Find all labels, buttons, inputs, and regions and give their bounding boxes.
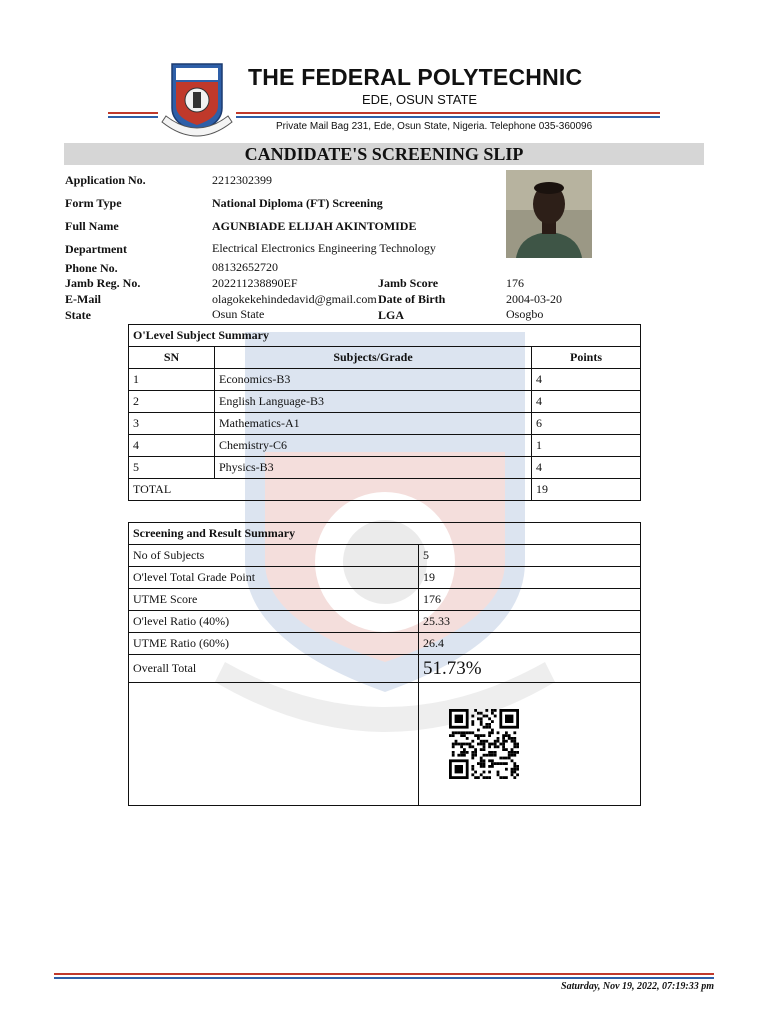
result-label: No of Subjects bbox=[129, 545, 419, 567]
header-rule-red-left bbox=[108, 112, 158, 114]
email-value: olagokekehindedavid@gmail.com bbox=[212, 292, 377, 306]
state-value: Osun State bbox=[212, 307, 265, 321]
table-row bbox=[129, 391, 641, 413]
total-label: TOTAL bbox=[129, 479, 532, 501]
row-sn: 4 bbox=[129, 435, 215, 457]
signature-area bbox=[129, 683, 419, 806]
email-label: E-Mail bbox=[65, 292, 101, 306]
department-label: Department bbox=[65, 242, 127, 256]
jamb-reg-label: Jamb Reg. No. bbox=[65, 276, 141, 290]
row-points: 4 bbox=[532, 457, 641, 479]
table-row bbox=[129, 413, 641, 435]
col-header-sn: SN bbox=[129, 347, 215, 369]
result-label: UTME Ratio (60%) bbox=[129, 633, 419, 655]
row-points: 4 bbox=[532, 369, 641, 391]
olevel-caption: O'Level Subject Summary bbox=[129, 325, 641, 347]
result-label: O'level Total Grade Point bbox=[129, 567, 419, 589]
col-header-subject: Subjects/Grade bbox=[215, 347, 532, 369]
candidate-photo bbox=[506, 170, 592, 258]
result-value: 176 bbox=[419, 589, 641, 611]
institution-location: EDE, OSUN STATE bbox=[362, 92, 478, 107]
row-subject: Physics-B3 bbox=[215, 457, 532, 479]
dob-value: 2004-03-20 bbox=[506, 292, 562, 306]
table-row bbox=[129, 457, 641, 479]
row-sn: 2 bbox=[129, 391, 215, 413]
header-rule-blue-right bbox=[236, 116, 660, 118]
table-row bbox=[129, 611, 641, 633]
olevel-table bbox=[128, 324, 641, 501]
phone-label: Phone No. bbox=[65, 261, 118, 275]
overall-row bbox=[129, 655, 641, 683]
qr-cell bbox=[419, 683, 641, 806]
lga-value: Osogbo bbox=[506, 307, 544, 321]
result-value: 25.33 bbox=[419, 611, 641, 633]
table-row bbox=[129, 633, 641, 655]
row-subject: Economics-B3 bbox=[215, 369, 532, 391]
row-sn: 3 bbox=[129, 413, 215, 435]
print-timestamp: Saturday, Nov 19, 2022, 07:19:33 pm bbox=[561, 981, 714, 992]
result-value: 5 bbox=[419, 545, 641, 567]
full-name-value: AGUNBIADE ELIJAH AKINTOMIDE bbox=[212, 219, 417, 233]
qr-code-icon bbox=[447, 709, 521, 779]
row-points: 6 bbox=[532, 413, 641, 435]
total-row bbox=[129, 479, 641, 501]
dob-label: Date of Birth bbox=[378, 292, 446, 306]
overall-label: Overall Total bbox=[129, 655, 419, 683]
application-no-label: Application No. bbox=[65, 173, 146, 187]
footer-rule-red bbox=[54, 973, 714, 975]
row-points: 1 bbox=[532, 435, 641, 457]
jamb-reg-value: 202211238890EF bbox=[212, 276, 298, 290]
row-sn: 1 bbox=[129, 369, 215, 391]
result-value: 19 bbox=[419, 567, 641, 589]
result-caption: Screening and Result Summary bbox=[129, 523, 641, 545]
full-name-label: Full Name bbox=[65, 219, 119, 233]
overall-value: 51.73% bbox=[419, 655, 641, 683]
institution-address: Private Mail Bag 231, Ede, Osun State, Nigeria. Telephone 035-360096 bbox=[276, 121, 593, 132]
row-subject: Chemistry-C6 bbox=[215, 435, 532, 457]
row-sn: 5 bbox=[129, 457, 215, 479]
row-points: 4 bbox=[532, 391, 641, 413]
application-no-value: 2212302399 bbox=[212, 173, 272, 187]
table-row bbox=[129, 567, 641, 589]
header-rule-red-right bbox=[236, 112, 660, 114]
form-type-value: National Diploma (FT) Screening bbox=[212, 196, 383, 210]
state-label: State bbox=[65, 308, 91, 322]
row-subject: English Language-B3 bbox=[215, 391, 532, 413]
department-value: Electrical Electronics Engineering Technology bbox=[212, 241, 436, 255]
result-label: UTME Score bbox=[129, 589, 419, 611]
result-table bbox=[128, 522, 641, 806]
page-title: CANDIDATE'S SCREENING SLIP bbox=[64, 143, 704, 165]
lga-label: LGA bbox=[378, 308, 405, 322]
col-header-points: Points bbox=[532, 347, 641, 369]
institution-crest-icon bbox=[158, 58, 236, 142]
row-subject: Mathematics-A1 bbox=[215, 413, 532, 435]
result-label: O'level Ratio (40%) bbox=[129, 611, 419, 633]
jamb-score-value: 176 bbox=[506, 276, 524, 290]
total-value: 19 bbox=[532, 479, 641, 501]
institution-name: THE FEDERAL POLYTECHNIC bbox=[248, 64, 583, 90]
table-row bbox=[129, 589, 641, 611]
jamb-score-label: Jamb Score bbox=[378, 276, 439, 290]
table-row bbox=[129, 435, 641, 457]
form-type-label: Form Type bbox=[65, 196, 122, 210]
footer-rule-blue bbox=[54, 977, 714, 979]
result-value: 26.4 bbox=[419, 633, 641, 655]
table-row bbox=[129, 545, 641, 567]
table-row bbox=[129, 369, 641, 391]
header-rule-blue-left bbox=[108, 116, 158, 118]
phone-value: 08132652720 bbox=[212, 260, 278, 274]
